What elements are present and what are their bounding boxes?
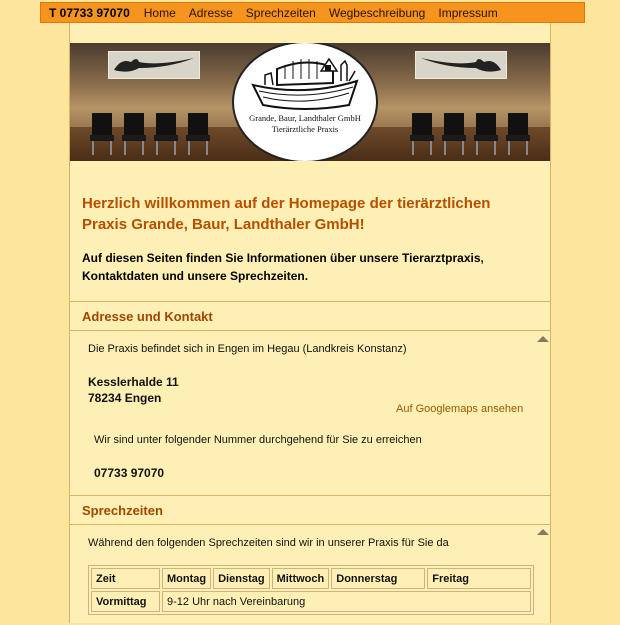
address-street: Kesslerhalde 11 — [88, 375, 179, 389]
nav-adresse-link[interactable]: Adresse — [188, 5, 233, 20]
nav-wegbeschreibung-link[interactable]: Wegbeschreibung — [328, 5, 426, 20]
waiting-chair-icon — [88, 111, 116, 155]
waiting-chair-icon — [120, 111, 148, 155]
intro-section — [82, 193, 522, 285]
table-row-label: Vormittag — [91, 591, 160, 612]
nav-home-link[interactable]: Home — [143, 5, 176, 20]
section-header-contact[interactable] — [70, 301, 550, 331]
nav-impressum-link[interactable]: Impressum — [438, 5, 498, 20]
noahs-ark-icon — [245, 51, 365, 113]
waiting-chair-icon — [184, 111, 212, 155]
waiting-chair-icon — [152, 111, 180, 155]
logo-line-company: Grande, Baur, Landthaler GmbH — [249, 113, 361, 123]
location-text: Die Praxis befindet sich in Engen im Hegau (Landkreis Konstanz) — [88, 343, 407, 355]
table-header-cell: Freitag — [427, 568, 531, 589]
practice-logo — [232, 43, 378, 161]
nav-sprechzeiten-link[interactable]: Sprechzeiten — [245, 5, 316, 20]
waiting-chair-icon — [472, 111, 500, 155]
table-header-cell: Montag — [162, 568, 211, 589]
table-header-cell: Dienstag — [213, 568, 269, 589]
table-row — [91, 591, 531, 612]
header-banner — [70, 43, 550, 161]
section-title-hours: Sprechzeiten — [82, 503, 163, 518]
phone-number: 07733 97070 — [94, 466, 165, 480]
waiting-chair-icon — [408, 111, 436, 155]
phone-intro-text: Wir sind unter folgender Nummer durchgehend für Sie zu erreichen — [94, 434, 422, 446]
table-header-cell: Donnerstag — [331, 568, 425, 589]
hours-section-body — [70, 525, 550, 625]
section-title-contact: Adresse und Kontakt — [82, 309, 213, 324]
waiting-chair-icon — [504, 111, 532, 155]
waiting-chair-icon — [440, 111, 468, 155]
logo-line-practice: Tierärztliche Praxis — [271, 124, 339, 134]
wall-painting-left — [108, 51, 200, 79]
table-header-cell: Zeit — [91, 568, 160, 589]
hours-intro-text: Während den folgenden Sprechzeiten sind wir in unserer Praxis für Sie da — [88, 537, 449, 549]
top-nav-bar — [40, 2, 585, 23]
table-header-row — [91, 568, 531, 589]
welcome-heading: Herzlich willkommen auf der Homepage der tierärztlichen Praxis Grande, Baur, Landthaler GmbH! — [82, 195, 491, 233]
hours-table — [88, 565, 534, 615]
wall-painting-right — [415, 51, 507, 79]
welcome-text: Auf diesen Seiten finden Sie Informationen über unsere Tierarztpraxis, Kontaktdaten und unsere Sprechzeiten. — [82, 251, 484, 283]
contact-section-body — [70, 331, 550, 495]
page-column — [69, 23, 551, 623]
nav-phone: T 07733 97070 — [49, 5, 130, 20]
section-header-hours[interactable] — [70, 495, 550, 525]
address-city: 78234 Engen — [88, 391, 162, 405]
table-header-cell: Mittwoch — [272, 568, 330, 589]
googlemaps-link[interactable]: Auf Googlemaps ansehen — [396, 403, 524, 415]
table-cell: 9-12 Uhr nach Vereinbarung — [162, 591, 531, 612]
